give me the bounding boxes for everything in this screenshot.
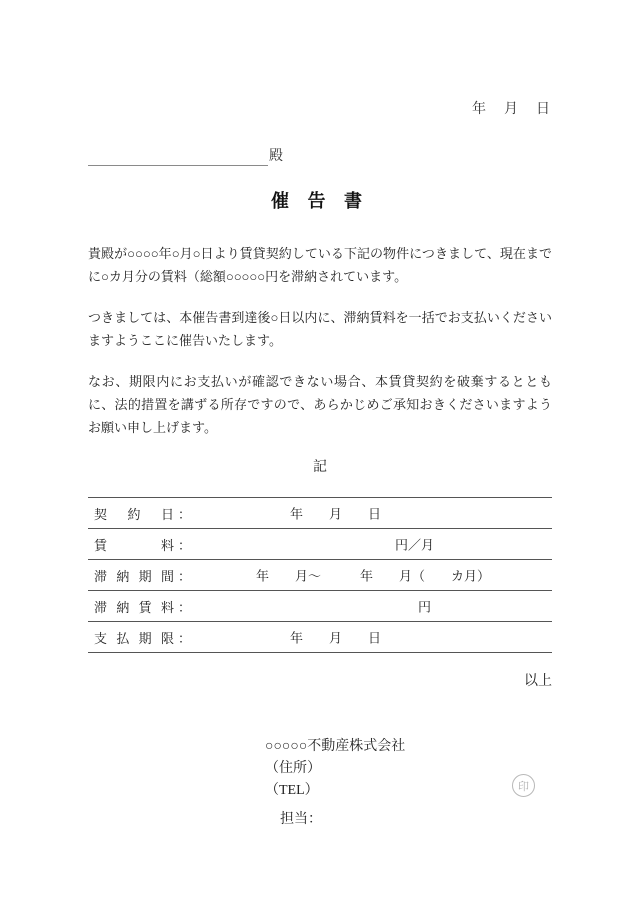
body-paragraph-legal-notice: なお、期限内にお支払いが確認できない場合、本賃貸契約を破棄するとともに、法的措置を講ずる所存ですので、あらかじめご承知おきくださいますようお願い申し上げます。 bbox=[88, 374, 552, 435]
row-label-text: 滞 納 期 間 bbox=[94, 568, 174, 584]
row-value: 年 月 日 bbox=[290, 506, 382, 522]
document-title: 催 告 書 bbox=[271, 191, 369, 211]
table-row-rent bbox=[88, 528, 552, 559]
row-value: 円 bbox=[418, 599, 432, 615]
sender-contact-label: 担当： bbox=[280, 812, 322, 827]
body-paragraph-demand: つきましては、本催告書到達後○日以内に、滞納賃料を一括でお支払いくださいますようここに催告いたします。 bbox=[88, 310, 552, 348]
row-label-colon: ： bbox=[178, 599, 192, 615]
row-value: 円／月 bbox=[395, 537, 435, 553]
table-row-arrears-period bbox=[88, 559, 552, 590]
record-marker: 記 bbox=[313, 460, 327, 475]
row-label-colon: ： bbox=[178, 630, 192, 646]
row-label bbox=[88, 566, 191, 585]
row-label-text: 契 約 日 bbox=[94, 506, 174, 522]
row-label bbox=[88, 504, 191, 523]
recipient-line bbox=[88, 148, 552, 166]
row-label-colon: ： bbox=[178, 537, 192, 553]
row-label-text: 滞 納 賃 料 bbox=[94, 599, 174, 615]
sender-company: ○○○○○不動産株式会社 bbox=[265, 739, 406, 754]
table-row-contract-date bbox=[88, 497, 552, 528]
row-label bbox=[88, 535, 191, 554]
row-label-colon: ： bbox=[178, 506, 192, 522]
date-placeholder: 年 月 日 bbox=[472, 102, 552, 117]
row-value: 年 月 日 bbox=[290, 630, 382, 646]
seal-stamp-icon: 印 bbox=[512, 774, 535, 797]
row-label-text: 支 払 期 限 bbox=[94, 630, 174, 646]
sender-tel: （TEL） bbox=[265, 783, 319, 798]
recipient-blank-underline bbox=[88, 148, 268, 166]
recipient-honorific: 殿 bbox=[269, 149, 283, 164]
table-row-payment-deadline bbox=[88, 621, 552, 652]
table-row-arrears-amount bbox=[88, 590, 552, 621]
sender-address: （住所） bbox=[265, 761, 321, 776]
closing-text: 以上 bbox=[524, 674, 552, 689]
row-label bbox=[88, 628, 191, 647]
body-paragraph-arrears: 貴殿が○○○○年○月○日より賃貸契約している下記の物件につきまして、現在までに○カ月分の賃料（総額○○○○○円を滞納されています。 bbox=[88, 246, 552, 284]
row-value: 年 月～ 年 月（ カ月） bbox=[256, 568, 491, 584]
row-label-colon: ： bbox=[178, 568, 192, 584]
sender-block bbox=[88, 736, 552, 831]
details-table bbox=[88, 497, 552, 653]
document-body bbox=[88, 242, 552, 439]
row-label-text: 賃 料 bbox=[94, 537, 174, 553]
row-label bbox=[88, 597, 191, 616]
